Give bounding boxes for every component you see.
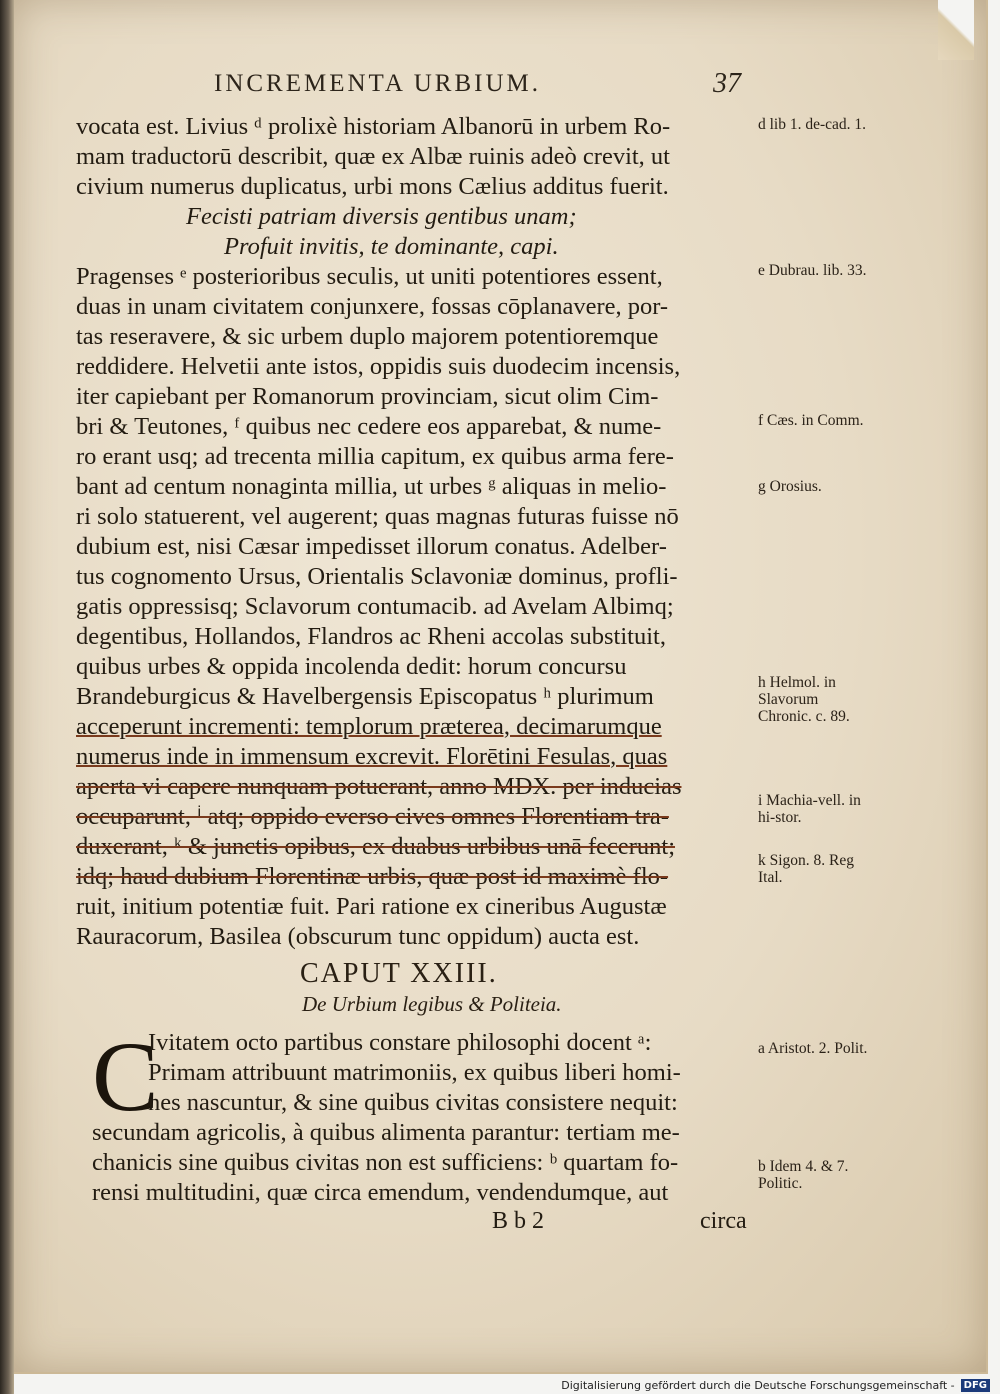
text-line-struck: idq; haud dubium Florentinæ urbis, quæ post id maximè flo- [76, 863, 669, 890]
text-line: civium numerus duplicatus, urbi mons Cælius additus fuerit. [76, 173, 669, 200]
body-text [76, 112, 756, 952]
page-number: 37 [713, 68, 741, 99]
text-line: nes nascuntur, & sine quibus civitas consistere nequit: [148, 1089, 678, 1116]
text-line: tus cognomento Ursus, Orientalis Sclavoniæ dominus, profli- [76, 563, 678, 590]
text-line: duas in unam civitatem conjunxere, fossas cōplanavere, por- [76, 293, 669, 320]
text-line: reddidere. Helvetii ante istos, oppidis suis duodecim incensis, [76, 353, 681, 380]
text-line: Pragenses ᵉ posterioribus seculis, ut uniti potentiores essent, [76, 263, 663, 290]
margin-note: f Cæs. in Comm. [758, 412, 864, 429]
text-line: Primam attribuunt matrimoniis, ex quibus liberi homi- [148, 1059, 681, 1086]
text-line: quibus urbes & oppida incolenda dedit: horum concursu [76, 653, 627, 680]
text-line: mam traductorū describit, quæ ex Albæ ruinis adeò crevit, ut [76, 143, 670, 170]
text-line-struck: occuparunt, ⁱ atq; oppido everso cives omnes Florentiam tra- [76, 803, 669, 830]
text-line: tas reseravere, & sic urbem duplo majorem potentioremque [76, 323, 659, 350]
text-line: secundam agricolis, à quibus alimenta parantur: tertiam me- [92, 1119, 680, 1146]
text-line: degentibus, Hollandos, Flandros ac Rheni accolas substituit, [76, 623, 666, 650]
margin-note: h Helmol. in Slavorum Chronic. c. 89. [758, 674, 850, 725]
text-line: ruit, initium potentiæ fuit. Pari ratione ex cineribus Augustæ [76, 893, 667, 920]
chapter-text [92, 1021, 752, 1208]
text-line-struck: aperta vi capere nunquam potuerant, anno MDX. per inducias [76, 773, 682, 800]
running-head: INCREMENTA URBIUM. [214, 70, 542, 97]
text-line-struck: duxerant, ᵏ & junctis opibus, ex duabus urbibus unā fecerunt; [76, 833, 676, 860]
dfg-logo-icon: DFG [961, 1379, 990, 1392]
footer-text: Digitalisierung gefördert durch die Deutsche Forschungsgemeinschaft - [561, 1379, 955, 1392]
text-line: ri solo statuerent, vel augerent; quas magnas futuras fuisse nō [76, 503, 679, 530]
signature-mark: B b 2 [492, 1208, 545, 1234]
verse-line: Profuit invitis, te dominante, capi. [224, 233, 559, 260]
digitization-footer [561, 1379, 990, 1392]
text-line: iter capiebant per Romanorum provinciam, sicut olim Cim- [76, 383, 659, 410]
text-line: rensi multitudini, quæ circa emendum, vendendumque, aut [92, 1179, 669, 1206]
drop-cap-initial: C [92, 1021, 159, 1132]
text-line: ro erant usq; ad trecenta millia capitum, ex quibus arma fere- [76, 443, 674, 470]
text-line: vocata est. Livius ᵈ prolixè historiam Albanorū in urbem Ro- [76, 113, 671, 140]
page-corner-fold [938, 0, 974, 60]
margin-note: e Dubrau. lib. 33. [758, 262, 867, 279]
text-line: Ivitatem octo partibus constare philosophi docent ᵃ: [148, 1029, 652, 1056]
text-line: chanicis sine quibus civitas non est sufficiens: ᵇ quartam fo- [92, 1149, 679, 1176]
text-line: dubium est, nisi Cæsar impedisset illorum conatus. Adelber- [76, 533, 667, 560]
text-line-underlined: acceperunt incrementi: templorum præterea, decimarumque [76, 713, 662, 740]
margin-note: k Sigon. 8. Reg Ital. [758, 852, 855, 886]
text-line: bri & Teutones, ᶠ quibus nec cedere eos apparebat, & nume- [76, 413, 662, 440]
catchword: circa [700, 1208, 747, 1234]
margin-note: b Idem 4. & 7. Politic. [758, 1158, 849, 1192]
scan-binding-edge [0, 0, 14, 1394]
text-line: gatis oppressisq; Sclavorum contumacib. ad Avelam Albimq; [76, 593, 674, 620]
text-line: Rauracorum, Basilea (obscurum tunc oppidum) aucta est. [76, 923, 640, 950]
text-line: Brandeburgicus & Havelbergensis Episcopatus ʰ plurimum [76, 683, 654, 710]
text-line: bant ad centum nonaginta millia, ut urbes ᵍ aliquas in melio- [76, 473, 667, 500]
verse-line: Fecisti patriam diversis gentibus unam; [186, 203, 577, 230]
chapter-subtitle: De Urbium legibus & Politeia. [302, 992, 562, 1016]
margin-note: g Orosius. [758, 478, 822, 495]
margin-note: i Machia-vell. in hi-stor. [758, 792, 861, 826]
margin-note: d lib 1. de-cad. 1. [758, 116, 867, 133]
text-line-underlined: numerus inde in immensum excrevit. Florētini Fesulas, quas [76, 743, 668, 770]
margin-note: a Aristot. 2. Polit. [758, 1040, 868, 1057]
chapter-title: CAPUT XXIII. [300, 958, 498, 989]
